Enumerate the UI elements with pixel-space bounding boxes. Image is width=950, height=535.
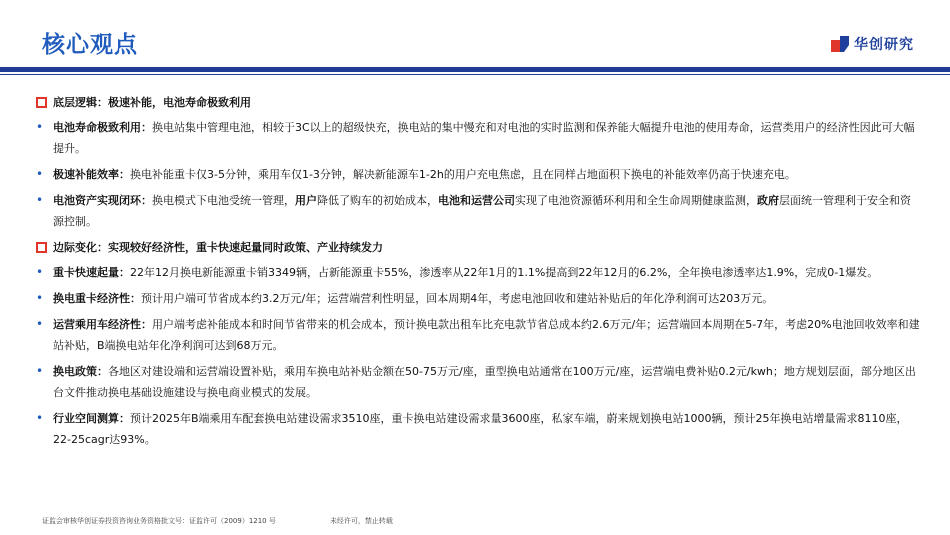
bullet-label: 电池资产实现闭环： bbox=[53, 194, 152, 207]
copyright-notice: 未经许可，禁止转载 bbox=[329, 517, 393, 525]
bullet-text: 实现了电池资源循环利用和全生命周期健康监测， bbox=[515, 194, 757, 207]
section-heading: 底层逻辑：极速补能，电池寿命极致利用 bbox=[36, 92, 920, 113]
bullet-text: 层面统一管理利于安全和资源控制。 bbox=[53, 194, 911, 228]
bullet-label: 运营乘用车经济性： bbox=[53, 318, 152, 331]
bullet-item bbox=[36, 314, 920, 356]
red-square-bullet-icon bbox=[36, 97, 47, 108]
bullet-dot-icon: • bbox=[36, 193, 44, 207]
page-footer bbox=[42, 516, 393, 526]
bullet-text: 用户端考虑补能成本和时间节省带来的机会成本，预计换电款出租车比充电款节省总成本约2.6万元/年；运营端回本周期在5-7年，考虑20%电池回收效率和建站补贴，B端换电站年化净利润可达到68万元。 bbox=[53, 318, 920, 352]
bullet-text: 换电模式下电池受统一管理， bbox=[152, 194, 295, 207]
bullet-label: 行业空间测算： bbox=[53, 412, 130, 425]
bullet-text: 预计2025年B端乘用车配套换电站建设需求3510座，重卡换电站建设需求量3600座，私家车端，蔚来规划换电站1000辆，预计25年换电站增量需求8110座，22-25cagr达93%。 bbox=[53, 412, 908, 446]
section-heading: 边际变化：实现较好经济性，重卡快速起量同时政策、产业持续发力 bbox=[36, 237, 920, 258]
bullet-emphasis: 电池和运营公司 bbox=[438, 194, 515, 207]
bullet-label: 电池寿命极致利用： bbox=[53, 121, 152, 134]
header-divider bbox=[0, 67, 950, 72]
content-body bbox=[36, 92, 920, 455]
bullet-dot-icon: • bbox=[36, 411, 44, 425]
bullet-text: 换电站集中管理电池，相较于3C以上的超级快充，换电站的集中慢充和对电池的实时监测和保养能大幅提升电池的使用寿命，运营类用户的经济性因此可大幅提升。 bbox=[53, 121, 915, 155]
bullet-item bbox=[36, 117, 920, 159]
bullet-item bbox=[36, 262, 920, 283]
page-title: 核心观点 bbox=[42, 32, 138, 58]
bullet-dot-icon: • bbox=[36, 317, 44, 331]
header-divider-thin bbox=[0, 74, 950, 75]
bullet-item bbox=[36, 408, 920, 450]
company-logo bbox=[829, 34, 914, 54]
bullet-label: 极速补能效率： bbox=[53, 168, 130, 181]
bullet-item bbox=[36, 190, 920, 232]
bullet-dot-icon: • bbox=[36, 167, 44, 181]
bullet-label: 换电重卡经济性： bbox=[53, 292, 141, 305]
bullet-emphasis: 用户 bbox=[295, 194, 317, 207]
bullet-item bbox=[36, 164, 920, 185]
bullet-text: 各地区对建设端和运营端设置补贴，乘用车换电站补贴金额在50-75万元/座，重型换电站通常在100万元/座，运营端电费补贴0.2元/kwh；地方规划层面，部分地区出台文件推动换电基础设施建设与换电商业模式的发展。 bbox=[53, 365, 916, 399]
bullet-dot-icon: • bbox=[36, 291, 44, 305]
bullet-text: 22年12月换电新能源重卡销3349辆，占新能源重卡55%，渗透率从22年1月的1.1%提高到22年12月的6.2%，全年换电渗透率达1.9%，完成0-1爆发。 bbox=[130, 266, 879, 279]
red-square-bullet-icon bbox=[36, 242, 47, 253]
page-header bbox=[0, 0, 950, 75]
bullet-text: 预计用户端可节省成本约3.2万元/年；运营端营利性明显，回本周期4年，考虑电池回收和建站补贴后的年化净利润可达203万元。 bbox=[141, 292, 774, 305]
huachuang-logo-icon bbox=[829, 34, 851, 54]
bullet-label: 重卡快速起量： bbox=[53, 266, 130, 279]
bullet-label: 换电政策： bbox=[53, 365, 108, 378]
bullet-emphasis: 政府 bbox=[757, 194, 779, 207]
license-text: 证监会审核华创证券投资咨询业务资格批文号：证监许可（2009）1210 号 bbox=[42, 517, 276, 525]
bullet-text: 降低了购车的初始成本， bbox=[317, 194, 438, 207]
bullet-item bbox=[36, 361, 920, 403]
bullet-dot-icon: • bbox=[36, 265, 44, 279]
logo-text: 华创研究 bbox=[854, 37, 914, 53]
bullet-dot-icon: • bbox=[36, 364, 44, 378]
bullet-dot-icon: • bbox=[36, 120, 44, 134]
bullet-item bbox=[36, 288, 920, 309]
bullet-text: 换电补能重卡仅3-5分钟，乘用车仅1-3分钟，解决新能源车1-2h的用户充电焦虑，且在同样占地面积下换电的补能效率仍高于快速充电。 bbox=[130, 168, 796, 181]
